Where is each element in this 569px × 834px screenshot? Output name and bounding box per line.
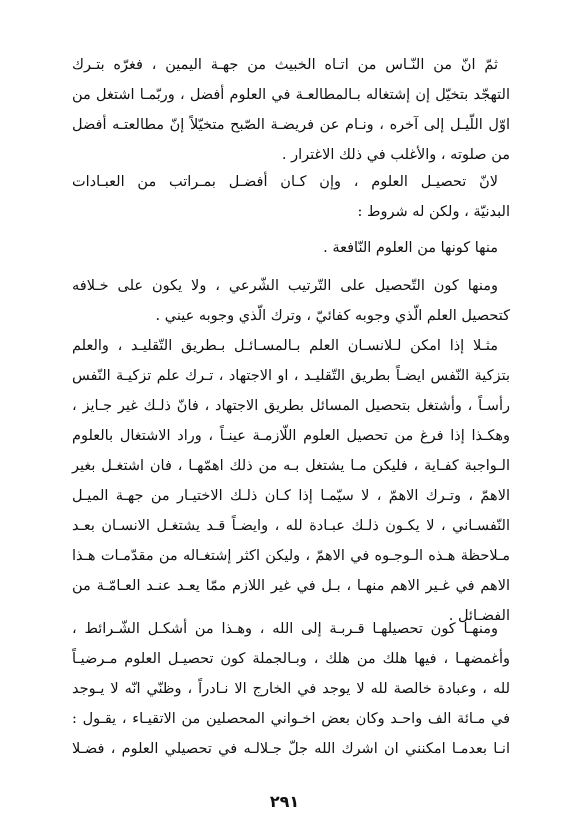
text-line: وهكـذا إذا فرغ من تحصيل العلوم اللّازمـة عينـاً ، وراد الاشتغال بالعلوم [72,428,510,444]
text-line: منها كونها من العلوم النّافعة . [323,240,498,256]
text-line: التهجّد بتخيّل إن إشتغاله بـالمطالعـة في العلوم أفضل ، وربّمـا اشتغل من [72,87,510,103]
text-line: مـلاحظة هـذه الـوجـوه في الاهمّ ، وليكن اكثر إشتغـاله من مقدّمـات هـذا [72,548,510,564]
paragraph-2 [72,167,510,227]
text-line: ثمّ انّ من النّـاس من اتـاه الخبيث من جهـة اليمين ، فغرّه بتـرك [72,57,498,73]
text-line: وأغمضهـا ، فيها هلك من هلك ، وبـالجملة كون تحصيـل العلوم مـرضيـاً [72,651,510,667]
text-line: رأسـاً ، وأشتغل بتحصيل المسائل بطريق الاجتهاد ، فانّ ذلـك غير جـايز ، [72,398,510,414]
paragraph-1 [72,50,510,170]
text-line: من صلوته ، والأغلب في ذلك الاغترار . [281,147,510,163]
text-line: الاهم في غـير الاهم منهـا ، بـل في غير اللازم ممّا يعـد عنـد العـامّـة من [72,578,510,594]
page-number: ٢٩١ [269,792,300,811]
text-line: ومنها كون التّحصيل على التّرتيب الشّرعي ، ولا يكون على خـلافه [72,278,498,294]
paragraph-3 [72,233,510,263]
text-line: مثـلا إذا امكن لـلانسـان العلم بـالمسـائـل بـطريق التّقليـد ، والعلم [72,338,498,354]
text-line: البدنيّة ، ولكن له شروط : [357,204,510,220]
paragraph-5 [72,331,510,631]
paragraph-6 [72,614,510,764]
text-line: ومنهـا كون تحصيلهـا قـربـة إلى الله ، وهـذا من أشكـل الشّـرائط ، [72,621,498,637]
text-line: النّفسـاني ، لا يكـون ذلـك عبـادة لله ، وايضـاً قـد يشتغـل الانسـان بعـد [72,518,510,534]
text-line: كتحصيل العلم الّذي وجوبه كفائيّ ، وترك الّذي وجوبه عيني . [155,308,510,324]
text-line: انـا بعدمـا امكنني ان اشرك الله جلّ جـلالـه في تحصيلي العلوم ، فضـلا [72,741,510,757]
text-line: الـواجبة كفـاية ، فليكن مـا يشتغل بـه من ذلك اهمّهـا ، فان اشتغـل بغير [72,458,510,474]
text-line: بتزكية النّفس ايضـاً بطريق التّقليـد ، او الاجتهاد ، تـرك علم تزكيـة النّفس [72,368,510,384]
text-line: الاهمّ ، وتـرك الاهمّ ، لا سيّمـا إذا كـان ذلـك الاختيـار من جهـة الميـل [72,488,510,504]
text-line: في مـائة الف واحـد وكان بعض اخـواني المحصلين من الاتقيـاء ، يقـول : [72,711,510,727]
text-line: لله ، وعبادة خالصة لله لا يوجد في الخارج الا نـادراً ، وظنّي انّه لا يـوجد [72,681,510,697]
text-line: لانّ تحصيـل العلوم ، وإن كـان أفضـل بمـراتب من العبـادات [72,174,498,190]
text-line: الفضـائل . [448,608,510,624]
text-line: اوّل اللّيـل إلى آخره ، ونـام عن فريضـة الصّبح متخيّلاً إنّ مطالعتـه أفضل [72,117,510,133]
paragraph-4 [72,271,510,331]
